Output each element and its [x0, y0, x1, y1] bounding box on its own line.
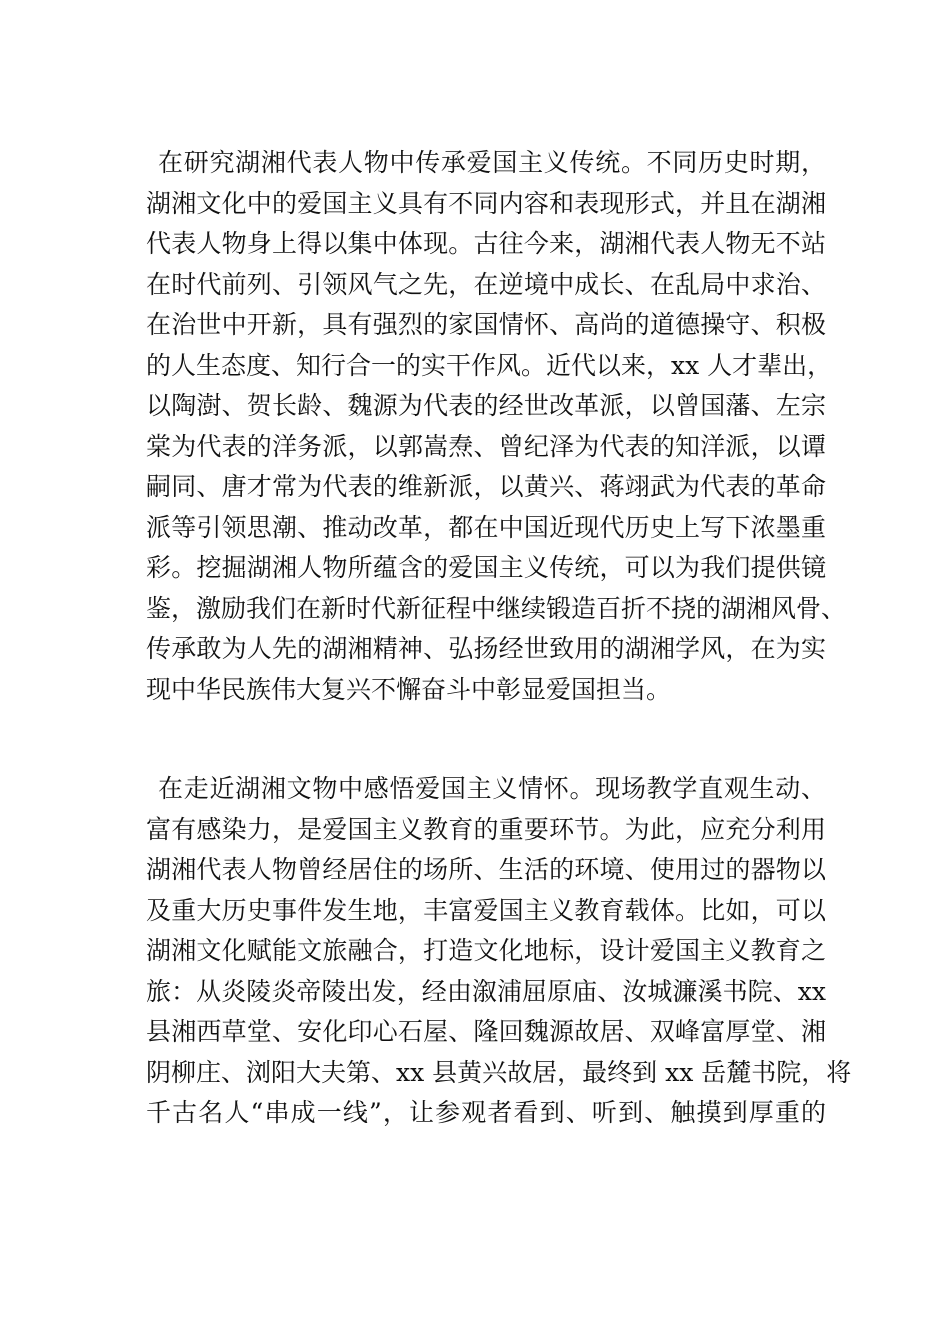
- paragraph-line: 现中华民族伟大复兴不懈奋斗中彰显爱国担当。: [146, 674, 672, 704]
- paragraph-line: 代表人物身上得以集中体现。古往今来，湖湘代表人物无不站: [146, 229, 826, 258]
- paragraph-line: 在治世中开新，具有强烈的家国情怀、高尚的道德操守、积极: [146, 310, 826, 339]
- paragraph-line: 以陶澍、贺长龄、魏源为代表的经世改革派，以曾国藩、左宗: [146, 391, 826, 420]
- paragraph-line: 湖湘文化中的爱国主义具有不同内容和表现形式，并且在湖湘: [146, 188, 826, 218]
- paragraph-line: 的人生态度、知行合一的实干作风。近代以来，xx 人才辈出，: [146, 350, 833, 380]
- paragraph-patriotic-tradition: [146, 143, 847, 710]
- paragraph-line: 湖湘文化赋能文旅融合，打造文化地标，设计爱国主义教育之: [146, 936, 826, 965]
- paragraph-line: 棠为代表的洋务派，以郭嵩焘、曾纪泽为代表的知洋派，以谭: [146, 431, 826, 461]
- paragraph-line: 旅：从炎陵炎帝陵出发，经由溆浦屈原庙、汝城濂溪书院、xx: [146, 976, 826, 1006]
- paragraph-line: 阴柳庄、浏阳大夫第、xx 县黄兴故居，最终到 xx 岳麓书院，将: [146, 1057, 852, 1087]
- paragraph-line: 及重大历史事件发生地，丰富爱国主义教育载体。比如，可以: [146, 895, 826, 925]
- paragraph-line: 彩。挖掘湖湘人物所蕴含的爱国主义传统，可以为我们提供镜: [146, 553, 826, 582]
- paragraph-line: 在时代前列、引领风气之先，在逆境中成长、在乱局中求治、: [146, 269, 826, 299]
- paragraph-line: 县湘西草堂、安化印心石屋、隆回魏源故居、双峰富厚堂、湘: [146, 1017, 826, 1046]
- paragraph-line: 富有感染力，是爱国主义教育的重要环节。为此，应充分利用: [146, 814, 826, 844]
- paragraph-cultural-relics: [146, 769, 852, 1134]
- paragraph-line: 鉴，激励我们在新时代新征程中继续锻造百折不挠的湖湘风骨、: [146, 593, 847, 623]
- paragraph-line: 派等引领思潮、推动改革，都在中国近现代历史上写下浓墨重: [146, 512, 826, 542]
- paragraph-line: 在研究湖湘代表人物中传承爱国主义传统。不同历史时期，: [158, 148, 826, 177]
- paragraph-line: 嗣同、唐才常为代表的维新派，以黄兴、蒋翊武为代表的革命: [146, 472, 826, 501]
- paragraph-line: 传承敢为人先的湖湘精神、弘扬经世致用的湖湘学风，在为实: [146, 634, 826, 663]
- paragraph-line: 千古名人“串成一线”，让参观者看到、听到、触摸到厚重的: [146, 1098, 826, 1127]
- paragraph-line: 湖湘代表人物曾经居住的场所、生活的环境、使用过的器物以: [146, 855, 826, 884]
- paragraph-line: 在走近湖湘文物中感悟爱国主义情怀。现场教学直观生动、: [158, 774, 826, 803]
